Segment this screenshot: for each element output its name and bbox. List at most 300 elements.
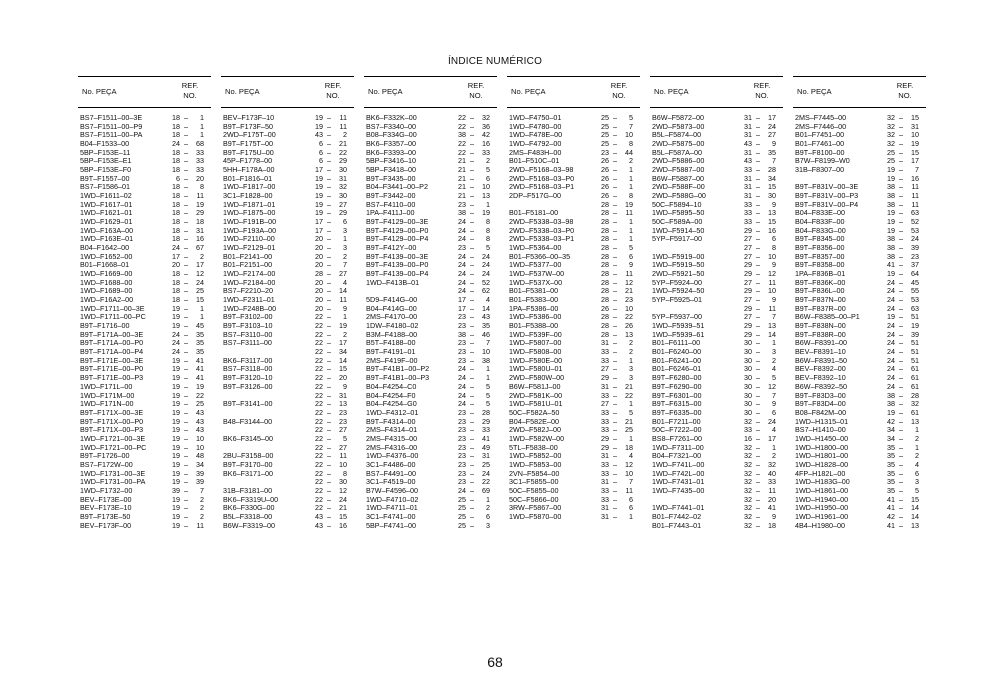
part-number: B9T–F836L–00 xyxy=(795,286,845,296)
ref-dash: – xyxy=(470,199,474,209)
ref-figure: 19 xyxy=(172,416,180,426)
ref-dash: – xyxy=(613,234,617,244)
ref-figure: 31 xyxy=(744,113,752,122)
ref-dash: – xyxy=(327,191,331,201)
ref-item: 16 xyxy=(911,173,919,183)
part-number: 3C1–F4741–00 xyxy=(366,511,416,521)
ref-figure: 17 xyxy=(172,251,180,261)
ref-dash: – xyxy=(899,147,903,157)
ref-figure: 38 xyxy=(887,234,895,244)
ref-figure: 26 xyxy=(601,165,609,175)
ref-item: 8 xyxy=(486,234,490,244)
part-number: B9T–F173F–50 xyxy=(223,121,273,131)
part-number: B9T–F831V–00–3E xyxy=(795,182,859,192)
ref-figure: 26 xyxy=(601,182,609,192)
ref-dash: – xyxy=(184,364,188,374)
ref-dash: – xyxy=(613,217,617,227)
ref-figure: 22 xyxy=(315,399,323,409)
ref-figure: 28 xyxy=(601,277,609,287)
ref-dash: – xyxy=(756,130,760,140)
ref-figure: 32 xyxy=(744,503,752,513)
ref-number-header: REF. NO. xyxy=(896,81,914,100)
part-number: 1WD–F1689–00 xyxy=(80,286,133,296)
index-row xyxy=(78,522,211,531)
ref-figure: 20 xyxy=(315,251,323,261)
ref-item: 11 xyxy=(339,113,347,122)
ref-number-header: REF. NO. xyxy=(467,81,485,100)
part-number: 1WD–F2129–01 xyxy=(223,243,276,253)
ref-item: 1 xyxy=(200,113,204,122)
ref-dash: – xyxy=(327,390,331,400)
ref-dash: – xyxy=(899,191,903,201)
ref-dash: – xyxy=(756,407,760,417)
ref-item: 17 xyxy=(768,433,776,443)
ref-figure: 33 xyxy=(744,425,752,435)
ref-figure: 26 xyxy=(601,303,609,313)
ref-item: 24 xyxy=(768,121,776,131)
ref-figure: 32 xyxy=(887,130,895,140)
ref-figure: 41 xyxy=(887,520,895,530)
ref-figure: 17 xyxy=(315,165,323,175)
part-number: BEV–F173F–10 xyxy=(223,113,275,122)
ref-figure: 35 xyxy=(887,442,895,452)
ref-figure: 29 xyxy=(601,433,609,443)
ref-item: 52 xyxy=(911,217,919,227)
part-number: BS7–F1511–00–3E xyxy=(80,113,143,122)
ref-figure: 20 xyxy=(315,295,323,305)
ref-dash: – xyxy=(470,173,474,183)
ref-item: 12 xyxy=(196,269,204,279)
ref-dash: – xyxy=(470,121,474,131)
ref-item: 1 xyxy=(486,494,490,504)
part-number: BS7–F3111–00 xyxy=(223,338,272,348)
part-number: 5YP–F5925–01 xyxy=(652,295,702,305)
part-number: B01–F5383–00 xyxy=(509,295,559,305)
index-row xyxy=(650,235,783,244)
ref-item: 11 xyxy=(768,277,776,287)
part-number: 1WD–F2184–00 xyxy=(223,277,276,287)
part-number: 1WD–F1711–00–PC xyxy=(80,312,146,322)
ref-dash: – xyxy=(327,347,331,357)
ref-item: 1 xyxy=(772,338,776,348)
part-number: BEV–F173E–00 xyxy=(80,494,132,504)
index-row xyxy=(793,166,926,175)
ref-figure: 38 xyxy=(887,191,895,201)
ref-figure: 20 xyxy=(172,260,180,270)
part-number: B9T–F8100–00 xyxy=(795,147,845,157)
ref-figure: 38 xyxy=(887,251,895,261)
part-number: B9T–F4139–00–P0 xyxy=(366,260,429,270)
ref-dash: – xyxy=(184,477,188,487)
part-number: 1WD–F1688–00 xyxy=(80,277,133,287)
ref-dash: – xyxy=(613,451,617,461)
part-number: 2MS–F419F–00 xyxy=(366,355,418,365)
ref-figure: 18 xyxy=(172,121,180,131)
ref-figure: 23 xyxy=(458,199,466,209)
ref-figure: 33 xyxy=(601,347,609,357)
ref-item: 10 xyxy=(768,286,776,296)
ref-figure: 24 xyxy=(887,303,895,313)
ref-item: 55 xyxy=(911,286,919,296)
part-number: B01–F2151–00 xyxy=(223,260,273,270)
ref-dash: – xyxy=(327,399,331,409)
ref-item: 15 xyxy=(911,147,919,157)
ref-figure: 19 xyxy=(887,269,895,279)
ref-item: 17 xyxy=(196,260,204,270)
ref-figure: 32 xyxy=(744,442,752,452)
ref-item: 5 xyxy=(629,113,633,122)
ref-item: 11 xyxy=(911,191,919,201)
part-number: 1WD–F163E–01 xyxy=(80,234,134,244)
ref-figure: 24 xyxy=(458,234,466,244)
part-number: 1WD–F163A–00 xyxy=(80,225,134,235)
ref-item: 3 xyxy=(343,225,347,235)
part-number: 1WD–F7441–01 xyxy=(652,503,705,513)
part-number: 5BP–F153E–F0 xyxy=(80,165,132,175)
part-number: 2MS–F7445–00 xyxy=(795,113,847,122)
ref-figure: 24 xyxy=(458,277,466,287)
ref-dash: – xyxy=(470,390,474,400)
ref-figure: 22 xyxy=(458,147,466,157)
part-number: B9T–F4314–00 xyxy=(366,416,416,426)
ref-item: 31 xyxy=(911,121,919,131)
part-number: 1WD–F539F–00 xyxy=(509,329,562,339)
ref-item: 51 xyxy=(911,312,919,322)
ref-dash: – xyxy=(470,208,474,218)
part-number: B9T–F173E–50 xyxy=(80,511,131,521)
ref-dash: – xyxy=(613,173,617,183)
ref-dash: – xyxy=(327,303,331,313)
index-row xyxy=(507,192,640,201)
ref-dash: – xyxy=(470,217,474,227)
part-number: B01–F510C–01 xyxy=(509,156,560,166)
ref-dash: – xyxy=(756,139,760,149)
ref-figure: 22 xyxy=(315,494,323,504)
ref-dash: – xyxy=(613,364,617,374)
ref-figure: 6 xyxy=(319,147,323,157)
ref-item: 3 xyxy=(343,243,347,253)
ref-item: 34 xyxy=(196,459,204,469)
ref-dash: – xyxy=(899,451,903,461)
ref-figure: 19 xyxy=(172,381,180,391)
part-number: 1WD–H1828–00 xyxy=(795,459,849,469)
part-number: B6W–F581J–00 xyxy=(509,381,561,391)
ref-item: 10 xyxy=(196,433,204,443)
ref-item: 11 xyxy=(625,485,633,495)
ref-dash: – xyxy=(470,156,474,166)
ref-dash: – xyxy=(327,364,331,374)
part-number: 1WD–F5853–00 xyxy=(509,459,562,469)
part-number: BK6–F332K–00 xyxy=(366,113,417,122)
ref-dash: – xyxy=(470,407,474,417)
ref-dash: – xyxy=(613,503,617,513)
ref-item: 5 xyxy=(486,399,490,409)
ref-item: 25 xyxy=(196,399,204,409)
ref-dash: – xyxy=(756,165,760,175)
part-number: B01–F2141–00 xyxy=(223,251,273,261)
ref-figure: 19 xyxy=(172,303,180,313)
part-number: 1WD–F5852–00 xyxy=(509,451,562,461)
ref-figure: 23 xyxy=(458,442,466,452)
ref-item: 35 xyxy=(768,147,776,157)
part-number: BK6–F330G–00 xyxy=(223,503,275,513)
ref-number-header: REF. NO. xyxy=(753,81,771,100)
part-number: 1WD–F4792–00 xyxy=(509,139,562,149)
ref-item: 4 xyxy=(629,451,633,461)
ref-figure: 32 xyxy=(887,139,895,149)
ref-item: 39 xyxy=(196,477,204,487)
part-number: B9T–F171X–00–P0 xyxy=(80,416,144,426)
ref-dash: – xyxy=(899,234,903,244)
ref-item: 43 xyxy=(196,425,204,435)
part-number: B9T–F1716–00 xyxy=(80,321,130,331)
ref-figure: 32 xyxy=(744,459,752,469)
ref-figure: 28 xyxy=(601,286,609,296)
ref-dash: – xyxy=(184,390,188,400)
part-number: 1WD–F171N–00 xyxy=(80,399,134,409)
ref-item: 10 xyxy=(768,251,776,261)
part-number: B9T–F6335–00 xyxy=(652,407,702,417)
ref-dash: – xyxy=(184,442,188,452)
ref-item: 10 xyxy=(911,130,919,140)
ref-item: 15 xyxy=(339,511,347,521)
ref-item: 39 xyxy=(911,329,919,339)
ref-dash: – xyxy=(470,113,474,122)
ref-item: 10 xyxy=(482,347,490,357)
part-number: B04–F833G–00 xyxy=(795,225,846,235)
ref-figure: 28 xyxy=(601,251,609,261)
ref-dash: – xyxy=(756,399,760,409)
ref-dash: – xyxy=(756,338,760,348)
part-number: BK6–F3393–00 xyxy=(366,147,416,157)
ref-figure: 28 xyxy=(601,199,609,209)
ref-item: 16 xyxy=(768,225,776,235)
ref-figure: 24 xyxy=(458,364,466,374)
ref-dash: – xyxy=(184,373,188,383)
ref-dash: – xyxy=(470,295,474,305)
ref-dash: – xyxy=(184,217,188,227)
ref-dash: – xyxy=(613,433,617,443)
ref-item: 24 xyxy=(482,269,490,279)
ref-dash: – xyxy=(899,260,903,270)
ref-figure: 19 xyxy=(315,121,323,131)
ref-item: 24 xyxy=(339,494,347,504)
ref-item: 41 xyxy=(482,433,490,443)
ref-figure: 33 xyxy=(601,468,609,478)
part-number: B9T–F41B1–00–P3 xyxy=(366,373,430,383)
ref-item: 4 xyxy=(343,277,347,287)
ref-dash: – xyxy=(899,511,903,521)
ref-figure: 43 xyxy=(315,520,323,530)
ref-dash: – xyxy=(327,494,331,504)
ref-dash: – xyxy=(899,442,903,452)
ref-item: 1 xyxy=(915,442,919,452)
ref-figure: 17 xyxy=(315,217,323,227)
part-number: B9T–F4191–01 xyxy=(366,347,416,357)
ref-dash: – xyxy=(470,503,474,513)
ref-item: 10 xyxy=(339,459,347,469)
ref-figure: 31 xyxy=(601,503,609,513)
part-number: B08–F334G–00 xyxy=(366,130,417,140)
ref-dash: – xyxy=(899,182,903,192)
ref-figure: 33 xyxy=(601,459,609,469)
ref-item: 8 xyxy=(629,139,633,149)
ref-item: 14 xyxy=(911,511,919,521)
part-number: 1DW–F4180–02 xyxy=(366,321,419,331)
ref-item: 19 xyxy=(339,321,347,331)
ref-item: 22 xyxy=(625,390,633,400)
ref-item: 8 xyxy=(486,217,490,227)
ref-item: 61 xyxy=(911,364,919,374)
ref-dash: – xyxy=(184,451,188,461)
ref-item: 32 xyxy=(482,113,490,122)
ref-dash: – xyxy=(613,442,617,452)
part-number: B01–F6246–01 xyxy=(652,364,702,374)
ref-dash: – xyxy=(756,113,760,122)
ref-dash: – xyxy=(327,147,331,157)
ref-item: 17 xyxy=(911,156,919,166)
ref-figure: 32 xyxy=(887,121,895,131)
ref-item: 45 xyxy=(911,277,919,287)
ref-dash: – xyxy=(613,459,617,469)
ref-dash: – xyxy=(470,269,474,279)
part-number: B9T–F3103–10 xyxy=(223,321,273,331)
part-number: BS7–H1410–00 xyxy=(795,425,846,435)
ref-dash: – xyxy=(184,113,188,122)
ref-item: 14 xyxy=(339,355,347,365)
index-row xyxy=(650,522,783,531)
ref-dash: – xyxy=(327,381,331,391)
part-number: B9T–F3442–00 xyxy=(366,191,416,201)
ref-dash: – xyxy=(327,451,331,461)
ref-figure: 29 xyxy=(744,269,752,279)
index-row xyxy=(221,400,354,409)
ref-dash: – xyxy=(327,485,331,495)
part-number: 1WD–F580E–00 xyxy=(509,355,563,365)
ref-dash: – xyxy=(184,173,188,183)
ref-dash: – xyxy=(327,251,331,261)
ref-figure: 38 xyxy=(458,208,466,218)
ref-dash: – xyxy=(756,468,760,478)
part-number: BK6–F3357–00 xyxy=(366,139,416,149)
ref-dash: – xyxy=(899,130,903,140)
ref-item: 12 xyxy=(768,269,776,279)
ref-item: 7 xyxy=(486,338,490,348)
ref-figure: 31 xyxy=(744,191,752,201)
ref-figure: 30 xyxy=(744,355,752,365)
ref-figure: 24 xyxy=(887,321,895,331)
part-number: 1WD–F7311–00 xyxy=(652,442,704,452)
part-number: 2BU–F3158–00 xyxy=(223,451,274,461)
ref-figure: 25 xyxy=(458,520,466,530)
ref-item: 15 xyxy=(768,217,776,227)
part-number: 5BP–F153E–11 xyxy=(80,147,131,157)
ref-item: 5 xyxy=(629,243,633,253)
ref-figure: 19 xyxy=(172,494,180,504)
ref-figure: 24 xyxy=(172,139,180,149)
part-number: B9T–F837R–00 xyxy=(795,303,846,313)
ref-figure: 23 xyxy=(458,321,466,331)
ref-figure: 27 xyxy=(601,399,609,409)
index-row xyxy=(221,522,354,531)
ref-dash: – xyxy=(899,329,903,339)
ref-dash: – xyxy=(756,329,760,339)
part-number: B9T–F171E–00–3E xyxy=(80,355,144,365)
ref-figure: 22 xyxy=(315,347,323,357)
ref-dash: – xyxy=(184,225,188,235)
ref-dash: – xyxy=(613,121,617,131)
ref-item: 61 xyxy=(911,373,919,383)
ref-item: 13 xyxy=(911,520,919,530)
ref-item: 35 xyxy=(196,347,204,357)
ref-dash: – xyxy=(327,260,331,270)
part-number: BK6–F3117–00 xyxy=(223,355,273,365)
ref-dash: – xyxy=(756,364,760,374)
ref-item: 2 xyxy=(486,156,490,166)
ref-figure: 19 xyxy=(315,208,323,218)
ref-dash: – xyxy=(613,269,617,279)
ref-figure: 23 xyxy=(458,468,466,478)
part-number: B9T–F412Y–00 xyxy=(366,243,417,253)
part-number: 1WD–F2311–01 xyxy=(223,295,275,305)
part-number: B9T–F3435–00 xyxy=(366,173,416,183)
ref-item: 64 xyxy=(911,269,919,279)
part-number: B9T–F171E–00–P3 xyxy=(80,373,144,383)
ref-dash: – xyxy=(756,433,760,443)
ref-figure: 18 xyxy=(172,182,180,192)
ref-item: 19 xyxy=(482,208,490,218)
ref-figure: 21 xyxy=(458,182,466,192)
part-number: 1WD–F7435–00 xyxy=(652,485,705,495)
ref-item: 13 xyxy=(339,399,347,409)
part-number: BEV–F8392–00 xyxy=(795,364,846,374)
ref-dash: – xyxy=(899,494,903,504)
ref-item: 9 xyxy=(772,295,776,305)
ref-dash: – xyxy=(327,338,331,348)
part-number: 1WD–F5870–00 xyxy=(509,511,562,521)
part-number: 5BP–F4741–00 xyxy=(366,520,416,530)
part-number: 2MS–F4170–00 xyxy=(366,312,418,322)
ref-dash: – xyxy=(184,130,188,140)
ref-item: 39 xyxy=(196,468,204,478)
ref-item: 11 xyxy=(196,520,204,530)
ref-item: 6 xyxy=(486,173,490,183)
part-number: 5D9–F414G–00 xyxy=(366,295,418,305)
ref-figure: 35 xyxy=(887,477,895,487)
part-number: 1WD–F7431–01 xyxy=(652,477,705,487)
ref-figure: 30 xyxy=(744,373,752,383)
ref-figure: 26 xyxy=(601,173,609,183)
part-number: 1WD–F4376–00 xyxy=(366,451,419,461)
ref-item: 29 xyxy=(339,208,347,218)
part-number: 1WD–F5895–50 xyxy=(652,208,705,218)
ref-figure: 19 xyxy=(887,165,895,175)
part-number: 1WD–F1732–00 xyxy=(80,485,133,495)
ref-item: 1 xyxy=(629,173,633,183)
ref-figure: 24 xyxy=(458,251,466,261)
ref-item: 6 xyxy=(915,468,919,478)
ref-item: 63 xyxy=(911,303,919,313)
ref-figure: 25 xyxy=(458,511,466,521)
ref-dash: – xyxy=(756,251,760,261)
part-number: B04–F4254–F0 xyxy=(366,390,416,400)
ref-dash: – xyxy=(756,243,760,253)
part-number: 1WD–F4780–00 xyxy=(509,121,562,131)
ref-dash: – xyxy=(899,485,903,495)
ref-figure: 38 xyxy=(887,390,895,400)
ref-item: 18 xyxy=(196,217,204,227)
part-number: 1WD–F1721–00–3E xyxy=(80,433,146,443)
